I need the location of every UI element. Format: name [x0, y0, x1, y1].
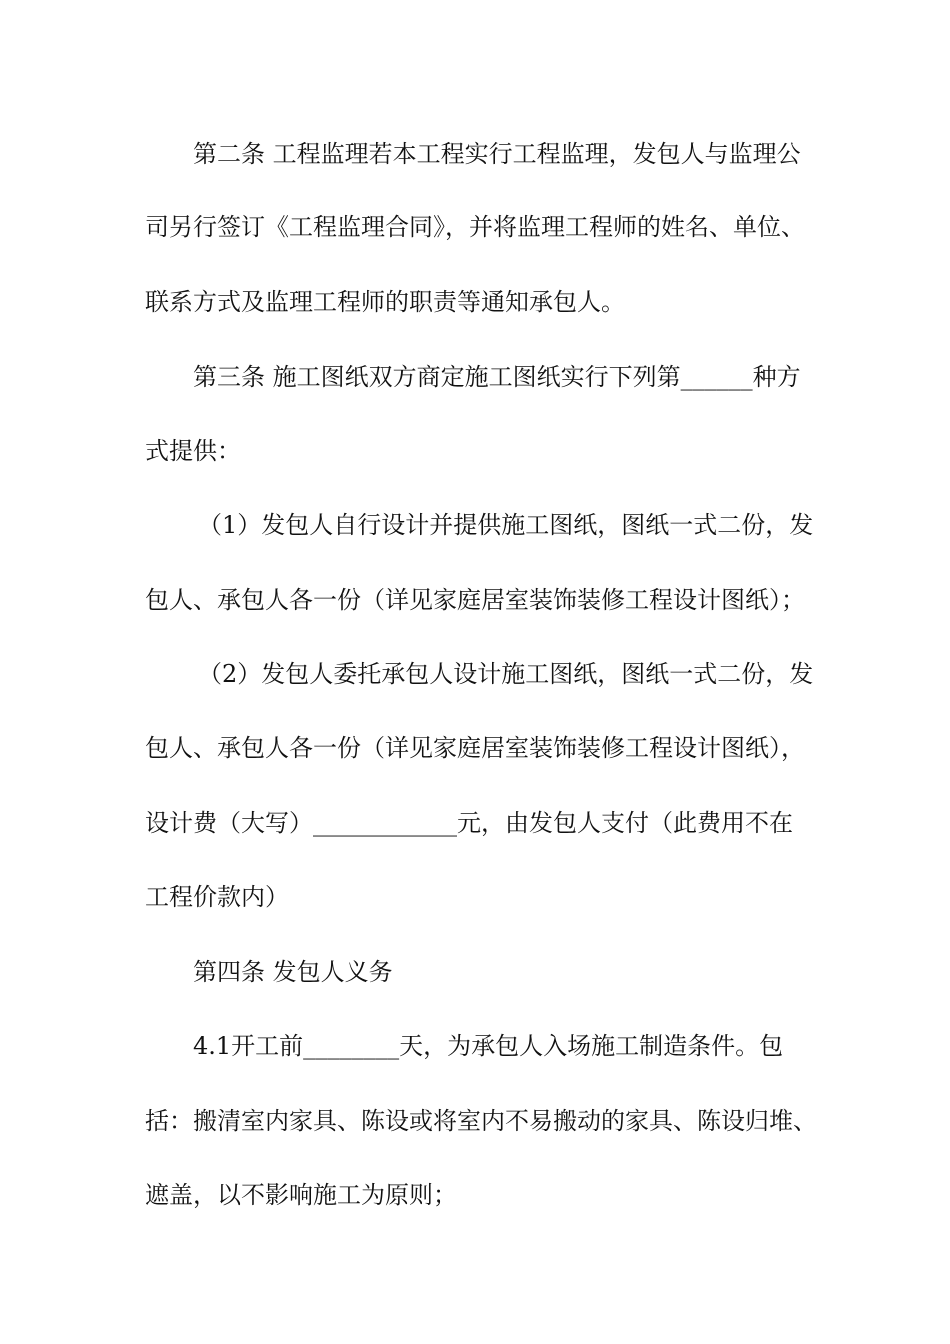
option-1-line-2: 包人、承包人各一份（详见家庭居室装饰装修工程设计图纸）；	[145, 586, 805, 614]
article-2-line-1: 第二条 工程监理若本工程实行工程监理，发包人与监理公	[193, 140, 801, 168]
option-1-line-1: （1）发包人自行设计并提供施工图纸，图纸一式二份，发	[198, 511, 814, 539]
option-2-line-4: 工程价款内）	[145, 883, 289, 911]
article-3-line-2: 式提供：	[145, 437, 241, 465]
option-2-line-3: 设计费（大写）____________元，由发包人支付（此费用不在	[145, 809, 793, 837]
article-2-line-2: 司另行签订《工程监理合同》，并将监理工程师的姓名、单位、	[145, 213, 805, 241]
article-2-line-3: 联系方式及监理工程师的职责等通知承包人。	[145, 288, 625, 316]
clause-4-1-line-3: 遮盖，以不影响施工为原则；	[145, 1181, 457, 1209]
article-4-heading: 第四条 发包人义务	[193, 958, 393, 986]
option-2-line-2: 包人、承包人各一份（详见家庭居室装饰装修工程设计图纸），	[145, 734, 805, 762]
option-2-line-1: （2）发包人委托承包人设计施工图纸，图纸一式二份，发	[198, 660, 814, 688]
clause-4-1-line-1: 4.1开工前________天，为承包人入场施工制造条件。包	[193, 1032, 784, 1060]
clause-4-1-line-2: 括：搬清室内家具、陈设或将室内不易搬动的家具、陈设归堆、	[145, 1107, 817, 1135]
article-3-line-1: 第三条 施工图纸双方商定施工图纸实行下列第______种方	[193, 363, 801, 391]
